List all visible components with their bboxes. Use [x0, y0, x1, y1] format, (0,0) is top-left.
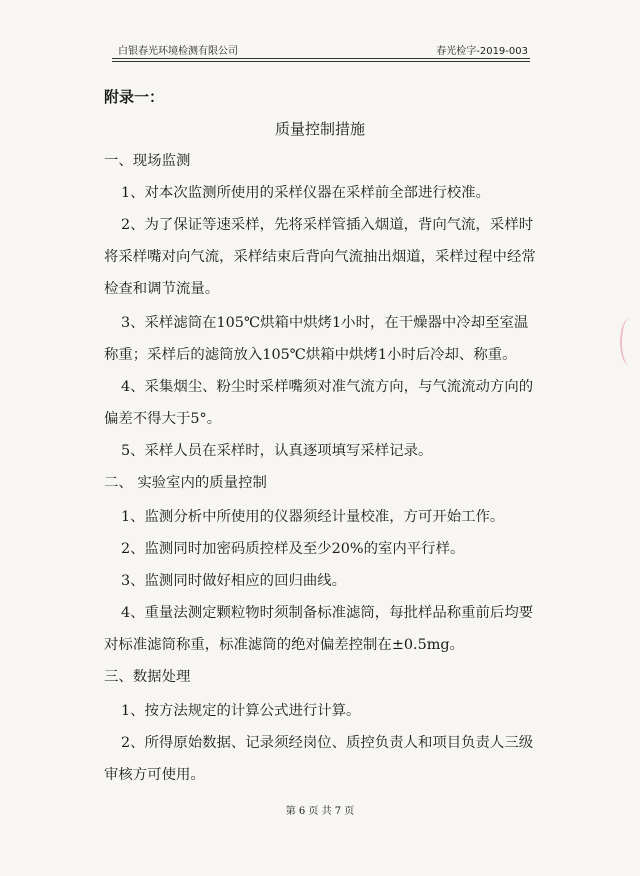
- stamp-edge: [620, 318, 640, 366]
- paragraph-line: 审核方可使用。: [104, 767, 205, 783]
- paragraph-line: 对标准滤筒称重，标准滤筒的绝对偏差控制在±0.5mg。: [104, 637, 465, 653]
- paragraph-line: 将采样嘴对向气流，采样结束后背向气流抽出烟道，采样过程中经常: [104, 249, 536, 265]
- paragraph-line: 2、监测同时加密码质控样及至少20%的室内平行样。: [121, 541, 465, 557]
- header-company: 白银春光环境检测有限公司: [118, 46, 238, 57]
- paragraph-line: 2、为了保证等速采样，先将采样管插入烟道，背向气流，采样时: [121, 217, 534, 233]
- paragraph-line: 检查和调节流量。: [104, 281, 220, 297]
- appendix-label: 附录一：: [104, 88, 165, 106]
- paragraph-line: 偏差不得大于5°。: [104, 411, 222, 427]
- paragraph-line: 3、采样滤筒在105℃烘箱中烘烤1小时，在干燥器中冷却至室温: [121, 315, 529, 331]
- paragraph-line: 1、监测分析中所使用的仪器须经计量校准，方可开始工作。: [121, 509, 505, 525]
- paragraph-line: 4、重量法测定颗粒物时须制备标准滤筒，每批样品称重前后均要: [121, 605, 534, 621]
- page-title: 质量控制措施: [274, 120, 365, 138]
- section-heading: 三、数据处理: [104, 669, 191, 685]
- section-heading: 一、现场监测: [104, 153, 191, 169]
- paragraph-line: 2、所得原始数据、记录须经岗位、质控负责人和项目负责人三级: [121, 735, 534, 751]
- header-rule: [112, 61, 530, 62]
- header-rule: [112, 58, 530, 59]
- section-heading: 二、 实验室内的质量控制: [104, 475, 267, 491]
- paragraph-line: 称重；采样后的滤筒放入105℃烘箱中烘烤1小时后冷却、称重。: [104, 347, 517, 363]
- paragraph-line: 3、监测同时做好相应的回归曲线。: [121, 573, 347, 589]
- paragraph-line: 1、按方法规定的计算公式进行计算。: [121, 703, 361, 719]
- paragraph-line: 1、对本次监测所使用的采样仪器在采样前全部进行校准。: [121, 185, 490, 201]
- paragraph-line: 5、采样人员在采样时，认真逐项填写采样记录。: [121, 443, 433, 459]
- header-report-code: 春光检字-2019-003: [436, 46, 528, 57]
- page-footer: 第 6 页 共 7 页: [285, 806, 355, 817]
- paragraph-line: 4、采集烟尘、粉尘时采样嘴须对准气流方向，与气流流动方向的: [121, 379, 534, 395]
